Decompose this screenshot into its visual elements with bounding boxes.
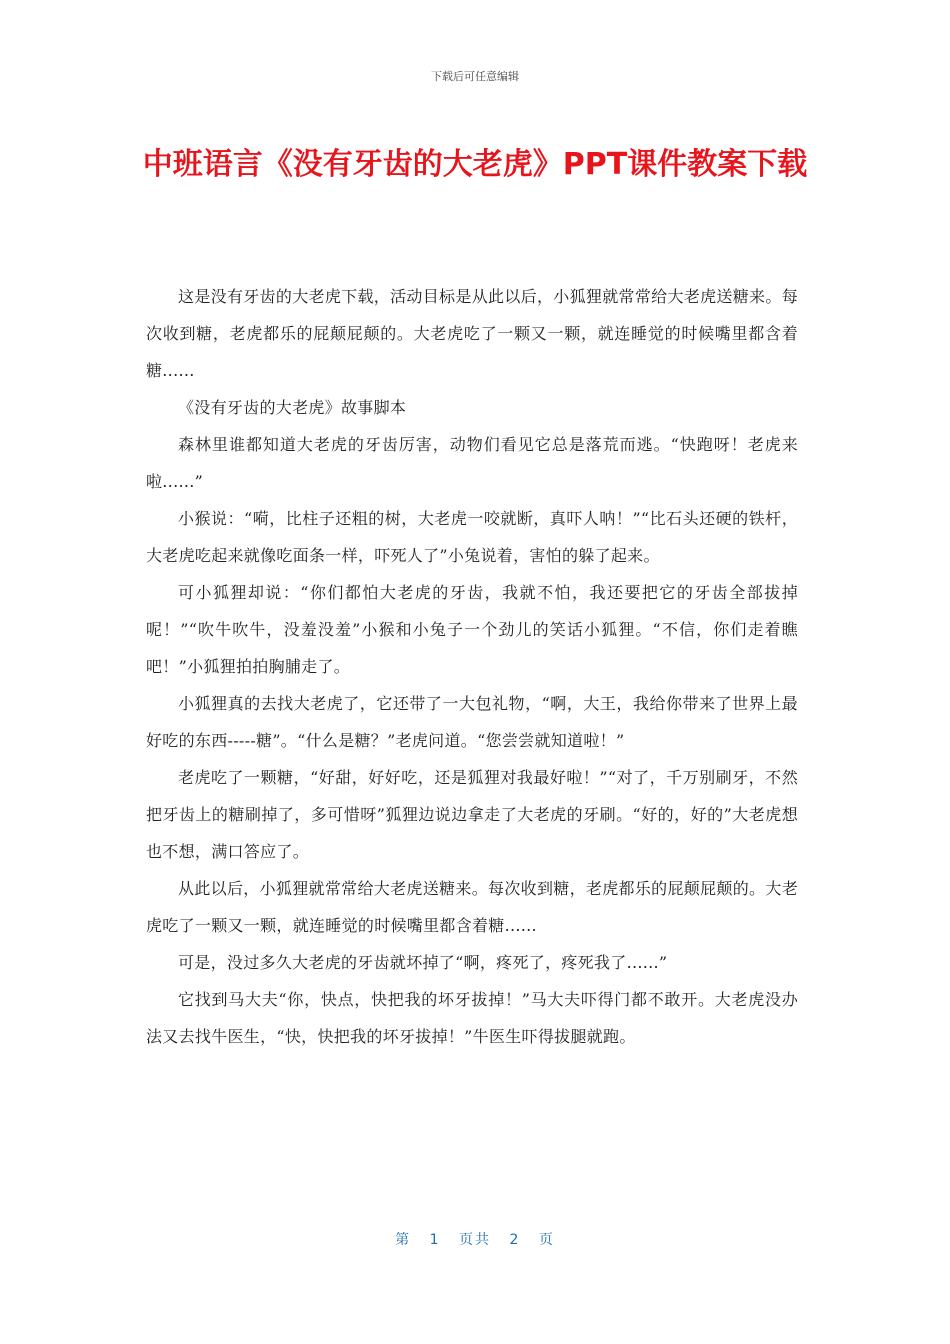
paragraph: 可小狐狸却说：“你们都怕大老虎的牙齿，我就不怕，我还要把它的牙齿全部拔掉呢！”“吹牛吹牛，没羞没羞”小猴和小兔子一个劲儿的笑话小狐狸。“不信，你们走着瞧吧！”小狐狸拍拍胸脯走了。 (146, 583, 798, 676)
footer-total-pages: 2 (509, 1232, 521, 1248)
footer-page-number: 1 (429, 1232, 441, 1248)
header-note: 下载后可任意编辑 (431, 70, 519, 83)
paragraph: 森林里谁都知道大老虎的牙齿厉害，动物们看见它总是落荒而逃。“快跑呀！老虎来啦......” (146, 435, 798, 491)
paragraph: 它找到马大夫“你，快点，快把我的坏牙拔掉！”马大夫吓得门都不敢开。大老虎没办法又去找牛医生，“快，快把我的坏牙拔掉！”牛医生吓得拔腿就跑。 (146, 990, 798, 1046)
paragraph: 可是，没过多久大老虎的牙齿就坏掉了“啊，疼死了，疼死我了......” (178, 953, 668, 972)
paragraph: 这是没有牙齿的大老虎下载，活动目标是从此以后，小狐狸就常常给大老虎送糖来。每次收到糖，老虎都乐的屁颠屁颠的。大老虎吃了一颗又一颗，就连睡觉的时候嘴里都含着糖...... (146, 287, 798, 380)
paragraph: 从此以后，小狐狸就常常给大老虎送糖来。每次收到糖，老虎都乐的屁颠屁颠的。大老虎吃了一颗又一颗，就连睡觉的时候嘴里都含着糖...... (146, 879, 798, 935)
document-body (146, 278, 798, 1055)
paragraph: 老虎吃了一颗糖，“好甜，好好吃，还是狐狸对我最好啦！”“对了，千万别刷牙，不然把牙齿上的糖刷掉了，多可惜呀”狐狸边说边拿走了大老虎的牙刷。“好的，好的”大老虎想也不想，满口答应了。 (146, 768, 798, 861)
footer-middle: 页共 (459, 1232, 491, 1248)
paragraph: 小狐狸真的去找大老虎了，它还带了一大包礼物，“啊，大王，我给你带来了世界上最好吃的东西-----糖”。“什么是糖？”老虎问道。“您尝尝就知道啦！” (146, 694, 798, 750)
footer-prefix: 第 (395, 1232, 412, 1248)
footer-suffix: 页 (538, 1232, 555, 1248)
page-footer (0, 1229, 950, 1249)
paragraph: 《没有牙齿的大老虎》故事脚本 (178, 398, 407, 417)
paragraph: 小猴说：“嗬，比柱子还粗的树，大老虎一咬就断，真吓人呐！”“比石头还硬的铁杆，大老虎吃起来就像吃面条一样，吓死人了”小兔说着，害怕的躲了起来。 (146, 509, 798, 565)
document-title: 中班语言《没有牙齿的大老虎》PPT课件教案下载 (142, 147, 808, 182)
